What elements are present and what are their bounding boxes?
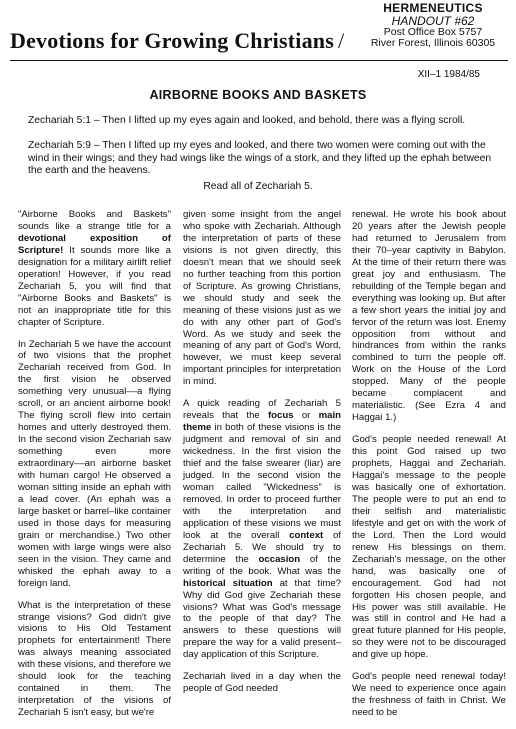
read-all-note: Read all of Zechariah 5.	[203, 181, 313, 192]
paragraph: God's people need renewal today! We need to experience once again the freshness of faith in Christ. We need to be	[352, 671, 506, 719]
text-run: of Zechariah 5. We should try to determine the	[183, 529, 341, 565]
series-title-text: Devotions for Growing Christians	[10, 28, 334, 53]
series-title	[10, 28, 344, 54]
issue-number: XII–1 1984/85	[417, 69, 480, 80]
column-2	[183, 209, 341, 705]
emphasis-text: focus	[267, 410, 294, 422]
paragraph: given some insight from the angel who spoke with Zechariah. Although the interpretation of parts of these visions is not given directly, this doesn't mean that we should seek no further teaching from this portion of Scripture. As growing Christians, we should study and seek the meaning of these visions just as we do with any other part of God's Word. As we study and seek the meaning of any part of God's Word, however, we must keep several important principles for interpretation in mind.	[183, 209, 341, 388]
handout-series: HERMENEUTICS	[383, 1, 483, 15]
emphasis-text: occasion	[258, 553, 301, 565]
text-run: in both of these visions is the judgment and removal of sin and wickedness. In the first vision the thief and the false swearer (liar) are judged. In the second vision the woman called "Wickedness" is removed. In order to proceed further with the interpretation and application of these visions we must look at the overall	[183, 422, 341, 541]
paragraph: What is the interpretation of these strange visions? God didn't give visions to His Old Testament prophets for entertainment! There was always meaning associated with these visions, and therefore we should look for the teaching contained in them. The interpretation of the visions of Zechariah 5 isn't easy, but we're	[18, 599, 171, 719]
scripture-verse-1: Zechariah 5:1 – Then I lifted up my eyes again and looked, and behold, there was a flying scroll.	[28, 115, 466, 126]
text-run: of the writing of the book. What was the	[183, 553, 341, 577]
emphasis-text: context	[289, 529, 324, 541]
article-title: AIRBORNE BOOKS AND BASKETS	[149, 88, 367, 102]
emphasis-text: historical situation	[183, 577, 273, 589]
paragraph	[183, 398, 341, 661]
title-slash: /	[338, 28, 345, 53]
text-run: "Airborne Books and Baskets" sounds like a strange title for a	[18, 209, 171, 232]
text-run: It sounds more like a designation for a military airlift relief operation! However, if you read Zechariah 5, you will find that "Airborne Books and Baskets" is not an inappropriate title for this chapter of Scripture.	[18, 244, 171, 328]
article-body	[18, 209, 506, 719]
text-run: A quick reading of Zechariah 5 reveals that the	[183, 398, 341, 422]
paragraph: Zechariah lived in a day when the people of God needed	[183, 671, 341, 695]
text-run: or	[293, 410, 319, 422]
paragraph: In Zechariah 5 we have the account of two visions that the prophet Zechariah received from God. In the first vision he observed something very unusual––a flying scroll, or an ancient airborne book! The flying scroll flew into certain homes and utterly destroyed them. In the second vision Zechariah saw something even more extraordinary––an airborne basket with human cargo! He observed a woman sitting inside an ephah with a lead cover. (An ephah was a large basket or barrel–like container used in those days for measuring grain or merchandise.) Two other women with large wings were also seen in the vision. They came and whisked the ephah away to a foreign land.	[18, 338, 171, 589]
scripture-verse-2: Zechariah 5:9 – Then I lifted up my eyes and looked, and there two women were coming out with the wind in their wings; and they had wings like the wings of a stork, and they lifted up the ephah between the earth and the heavens.	[28, 140, 492, 177]
column-1	[18, 209, 171, 729]
paragraph: renewal. He wrote his book about 20 years after the Jewish people had returned to Jerusalem from their 70–year captivity in Babylon. At the time of their return there was great joy and enthusiasm. The rebuilding of the Temple began and everything was looking up. But after a few short years the initial joy and fervor of the return was lost. Enemy opposition from without and hindrances from within the ranks combined to turn the people off. Work on the House of the Lord stopped. Many of the people became complacent and materialistic. (See Ezra 4 and Haggai 1.)	[352, 209, 506, 424]
emphasis-text: devotional exposition of Scripture!	[18, 232, 171, 256]
handout-address-line2: River Forest, Illinois 60305	[370, 37, 496, 50]
handout-address-line1: Post Office Box 5757	[383, 26, 483, 39]
header-rule	[10, 60, 508, 61]
handout-number: HANDOUT #62	[391, 13, 475, 28]
paragraph	[18, 209, 171, 329]
text-run: at that time? Why did God give Zechariah these visions? What was God's message to the people of that day? The answers to these questions will prepare the way for a valid present–day application of this Scripture.	[183, 577, 341, 661]
column-3	[352, 209, 506, 729]
handout-info	[358, 2, 508, 49]
emphasis-text: main theme	[183, 410, 341, 434]
paragraph: God's people needed renewal! At this point God raised up two prophets, Haggai and Zechariah. Haggai's message to the people was basically one of exhortation. The people were to put an end to their selfish and materialistic lifestyle and get on with the work of the Lord. Then the Lord would renew His blessings on them. Zechariah's message, on the other hand, was basically one of encouragement. God had not forgotten His chosen people, and His power was still available. He was still in control and He had a great future planned for His people, so they were not to be discouraged and give up hope.	[352, 434, 506, 661]
